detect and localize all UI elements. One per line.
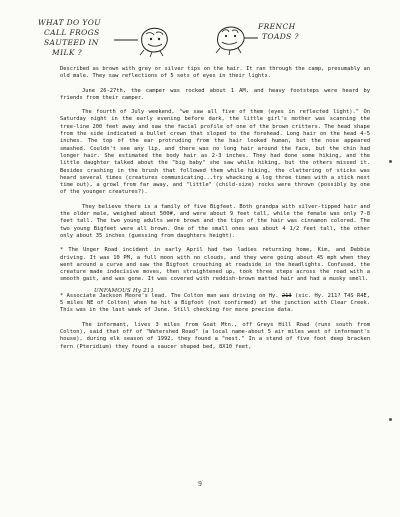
page-number: 9 [198,480,202,488]
paragraph: Described as brown with grey or silver tips on the hair. It ran through the camp, presumably an old male. They saw reflections of 5 sets of eyes in their lights. [60,66,370,80]
frog-doodle-icon [112,22,184,58]
typed-body [60,66,370,358]
note-line: MILK ? [52,48,83,57]
handwritten-note-frogs [38,18,118,58]
text-run: (sic. Hy. 211? T4S R4E, 5 miles NE of Colton) when he hit a Bigfoot (not confirmed) at the junction with Clear Creek. This was in the last week of June. Still checking for more precise data. [60,292,370,314]
paragraph: The informant, lives 3 miles from Goat Mtn., off Greys Hill Road (runs south from Colton), said that off of "Watershed Road" (a local name-about 5 air miles west of informant's house), during elk season of 1992, they found a "nest." In a stand of five foot deep bracken fern (Pteridium) they found a saucer shaped bed, 8X10 feet, [60,321,370,350]
paragraph: The fourth of July weekend, "we saw all five of them (eyes in reflected light)." On Saturday night in the early evening before dark, the little girl's mother was scanning the tree-line 200 feet away and saw the facial profile of one of the brown critters. The head shape from the side indicated a bullet crown that sloped to the forehead. Long hair on the head 4-5 inches. The top of the ear protruding from the hair looked human, but the nose appeared smashed. Couldn't see any lip, and there was no long hair around the face, but the chin had longer hair. She estimated the body hair as 2-3 inches. They had done some hiking, and the little daughter talked about the "big baby" she saw while hiking, but the others missed it. Besides crashing in the brush that followed them while hiking, the clattering of sticks was heard several times (creatures communicating...try whacking a log three times with a stick next time out), a growl from far away, and "little" (child-size) rocks were thrown (possibly by one of the younger creatures?). [60,109,370,196]
paragraph: June 26-27th, the camper was rocked about 1 AM, and heavy footsteps were heard by friends from their camper. [60,87,370,101]
margin-mark [389,160,392,163]
note-line: CALL FROGS [44,28,100,37]
toad-doodle-icon [210,22,260,56]
paragraph: They believe there is a family of five Bigfeet. Both grandpa with silver-tipped hair and the older male, weighed about 500#, and were about 9 feet tall, while the female was only 7-8 feet tall. The two young adults were brown and the tips of the hair was cinnamon colored. The two young Bigfeet were all brown. One of the small ones was about 4 1/2 feet tall, the other only about 35 inches (guessing from daughters height). [60,203,370,239]
note-line: SAUTEED IN [44,38,99,47]
note-line: FRENCH [258,22,296,31]
struck-text: 213 [281,292,292,299]
margin-mark [389,418,392,421]
paragraph: * The Unger Road incident in early April had two ladies returning home, Kim, and Debbie driving. It was 10 PM, a full moon with no clouds, and they were going about 45 mph when they went around a curve and saw the Bigfoot crouching at roadside in the headlights. Confused, the creature made indecisive moves, then straightened up, took three steps across the road with a smooth gait, and was gone. It was covered with reddish-brown matted hair and had a musky smell. [60,247,370,283]
handwritten-insert: UNFAMOUS Hy 211 [94,287,155,294]
text-run: * Associate Jackson Moore's lead. The Colton man was driving on Hy. [60,292,282,299]
note-line: WHAT DO YOU [38,18,102,27]
note-line: TOADS ? [262,32,299,41]
handwritten-note-toads [258,22,328,42]
paragraph-with-insert [60,288,370,315]
